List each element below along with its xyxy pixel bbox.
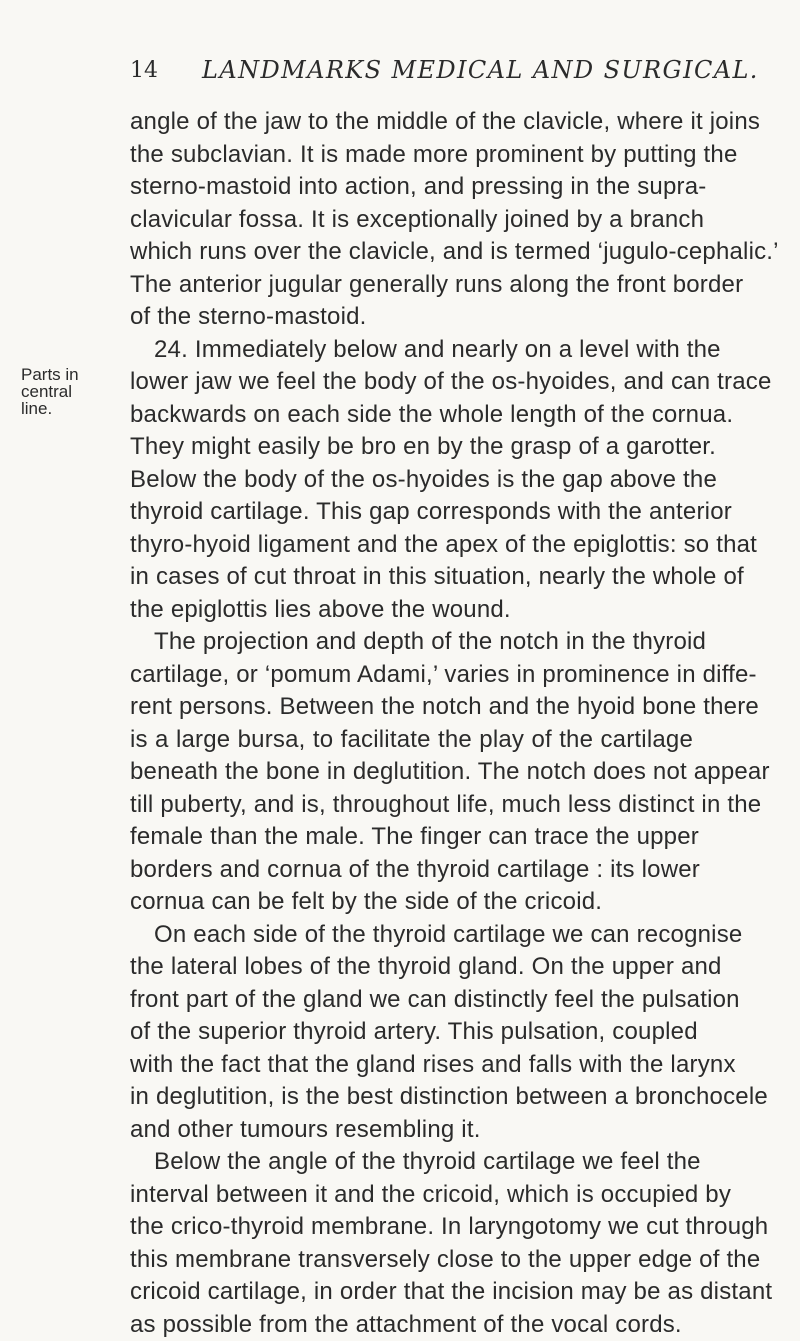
margin-note-line: Parts in xyxy=(21,366,111,383)
text-line: angle of the jaw to the middle of the clavicle, where it joins xyxy=(130,106,693,139)
text-line: backwards on each side the whole length of the cornua. xyxy=(130,399,693,432)
text-line: On each side of the thyroid cartilage we can recognise xyxy=(130,919,693,952)
page-number: 14 xyxy=(130,58,158,83)
text-line: thyro-hyoid ligament and the apex of the epiglottis: so that xyxy=(130,529,693,562)
body-text xyxy=(130,106,693,1341)
text-line: of the sterno-mastoid. xyxy=(130,301,693,334)
text-line: cartilage, or ‘pomum Adami,’ varies in prominence in diffe- xyxy=(130,659,693,692)
text-line: beneath the bone in deglutition. The notch does not appear xyxy=(130,756,693,789)
text-line: till puberty, and is, throughout life, much less distinct in the xyxy=(130,789,693,822)
text-line: the crico-thyroid membrane. In laryngotomy we cut through xyxy=(130,1211,693,1244)
text-line: and other tumours resembling it. xyxy=(130,1114,693,1147)
text-line: front part of the gland we can distinctly feel the pulsation xyxy=(130,984,693,1017)
page-header xyxy=(130,56,690,86)
text-line: the epiglottis lies above the wound. xyxy=(130,594,693,627)
running-title: LANDMARKS MEDICAL AND SURGICAL. xyxy=(202,56,759,84)
text-line: this membrane transversely close to the upper edge of the xyxy=(130,1244,693,1277)
text-line: 24. Immediately below and nearly on a level with the xyxy=(130,334,693,367)
text-line: The projection and depth of the notch in the thyroid xyxy=(130,626,693,659)
text-line: is a large bursa, to facilitate the play of the cartilage xyxy=(130,724,693,757)
text-line: Below the angle of the thyroid cartilage we feel the xyxy=(130,1146,693,1179)
text-line: sterno-mastoid into action, and pressing in the supra- xyxy=(130,171,693,204)
text-line: interval between it and the cricoid, which is occupied by xyxy=(130,1179,693,1212)
text-line: as possible from the attachment of the vocal cords. xyxy=(130,1309,693,1341)
text-line: They might easily be bro en by the grasp of a garotter. xyxy=(130,431,693,464)
text-line: Below the body of the os-hyoides is the gap above the xyxy=(130,464,693,497)
text-line: borders and cornua of the thyroid cartilage : its lower xyxy=(130,854,693,887)
text-line: female than the male. The finger can trace the upper xyxy=(130,821,693,854)
text-line: the subclavian. It is made more prominent by putting the xyxy=(130,139,693,172)
text-line: in deglutition, is the best distinction between a bronchocele xyxy=(130,1081,693,1114)
text-line: rent persons. Between the notch and the hyoid bone there xyxy=(130,691,693,724)
text-line: cricoid cartilage, in order that the incision may be as distant xyxy=(130,1276,693,1309)
text-line: The anterior jugular generally runs along the front border xyxy=(130,269,693,302)
text-line: clavicular fossa. It is exceptionally joined by a branch xyxy=(130,204,693,237)
text-line: in cases of cut throat in this situation, nearly the whole of xyxy=(130,561,693,594)
margin-note-line: line. xyxy=(21,400,111,417)
text-line: which runs over the clavicle, and is termed ‘jugulo-cephalic.’ xyxy=(130,236,693,269)
text-line: the lateral lobes of the thyroid gland. On the upper and xyxy=(130,951,693,984)
margin-note-line: central xyxy=(21,383,111,400)
text-line: with the fact that the gland rises and falls with the larynx xyxy=(130,1049,693,1082)
text-line: of the superior thyroid artery. This pulsation, coupled xyxy=(130,1016,693,1049)
margin-note xyxy=(21,366,111,417)
text-line: lower jaw we feel the body of the os-hyoides, and can trace xyxy=(130,366,693,399)
text-line: thyroid cartilage. This gap corresponds with the anterior xyxy=(130,496,693,529)
text-line: cornua can be felt by the side of the cricoid. xyxy=(130,886,693,919)
